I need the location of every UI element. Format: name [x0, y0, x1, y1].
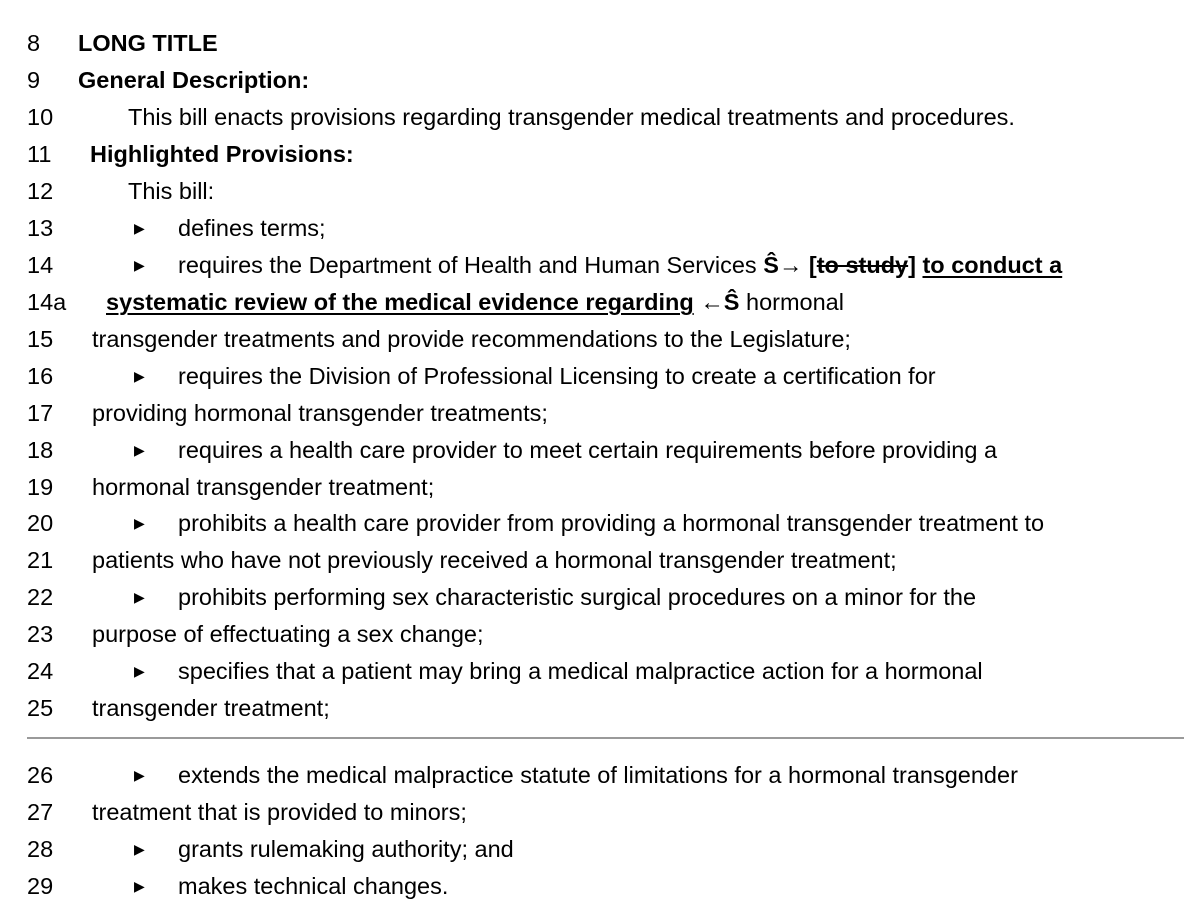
provision-text: providing hormonal transgender treatments;: [92, 400, 548, 426]
provision-text: transgender treatments and provide recommendations to the Legislature;: [92, 326, 851, 352]
line-22: [0, 579, 1184, 616]
provision-text: patients who have not previously received a hormonal transgender treatment;: [92, 547, 897, 573]
bracket-open: [: [808, 252, 817, 278]
provision-text: [106, 284, 844, 321]
line-16: [0, 358, 1184, 395]
bullet-triangle-icon: ▶: [134, 515, 145, 531]
line-23: [0, 616, 1184, 653]
provision-text: prohibits performing sex characteristic surgical procedures on a minor for the: [178, 584, 977, 610]
provision-text: requires the Division of Professional Licensing to create a certification for: [178, 363, 936, 389]
line-12: [0, 173, 1184, 210]
line-number: 22: [27, 584, 54, 610]
provision-text: [178, 247, 1062, 284]
bracket-close: ]: [908, 252, 916, 278]
provision-text-part: requires the Department of Health and Human Services: [178, 252, 764, 278]
provision-text: specifies that a patient may bring a medical malpractice action for a hormonal: [178, 658, 983, 684]
line-number: 21: [27, 547, 54, 573]
provision-text: treatment that is provided to minors;: [92, 799, 467, 825]
line-number: 29: [27, 873, 54, 899]
line-29: [0, 868, 1184, 905]
line-13: [0, 210, 1184, 247]
inserted-text: systematic review of the medical evidence regarding: [106, 289, 694, 315]
line-number: 10: [27, 104, 54, 130]
senate-amendment-close-marker: ←Ŝ: [700, 289, 740, 315]
line-number: 16: [27, 363, 54, 389]
line-19: [0, 469, 1184, 506]
provisions-intro: This bill:: [128, 178, 215, 204]
bullet-triangle-icon: ▶: [134, 257, 145, 273]
line-number: 15: [27, 326, 54, 352]
line-number: 23: [27, 621, 54, 647]
line-9: [0, 62, 1184, 99]
line-number: 12: [27, 178, 54, 204]
bullet-triangle-icon: ▶: [134, 589, 145, 605]
line-number: 24: [27, 658, 54, 684]
line-15: [0, 321, 1184, 358]
provision-text-part: hormonal: [746, 289, 844, 315]
bullet-triangle-icon: ▶: [134, 368, 145, 384]
provision-text: requires a health care provider to meet certain requirements before providing a: [178, 437, 998, 463]
bullet-triangle-icon: ▶: [134, 220, 145, 236]
line-number: 11: [27, 141, 52, 167]
line-26: [0, 757, 1184, 794]
provision-text: transgender treatment;: [92, 695, 330, 721]
struck-text: to study: [816, 252, 909, 278]
line-24: [0, 653, 1184, 690]
line-10: [0, 99, 1184, 136]
provision-text: purpose of effectuating a sex change;: [92, 621, 484, 647]
line-14: [0, 247, 1184, 284]
senate-amendment-open-marker: Ŝ→: [763, 252, 803, 278]
page-divider: [27, 737, 1184, 739]
line-8: [0, 25, 1184, 62]
line-number: 17: [27, 400, 54, 426]
line-11: [0, 136, 1184, 173]
bullet-triangle-icon: ▶: [134, 442, 145, 458]
line-number: 14a: [27, 289, 67, 315]
line-number: 14: [27, 252, 54, 278]
line-21: [0, 542, 1184, 579]
line-number: 13: [27, 215, 54, 241]
provision-text: grants rulemaking authority; and: [178, 836, 514, 862]
line-27: [0, 794, 1184, 831]
line-28: [0, 831, 1184, 868]
line-number: 18: [27, 437, 54, 463]
bullet-triangle-icon: ▶: [134, 663, 145, 679]
general-description-text: This bill enacts provisions regarding transgender medical treatments and procedures.: [128, 104, 1015, 130]
long-title-heading: LONG TITLE: [78, 30, 218, 56]
inserted-text: to conduct a: [922, 252, 1063, 278]
line-25: [0, 690, 1184, 727]
bullet-triangle-icon: ▶: [134, 878, 145, 894]
line-number: 26: [27, 762, 54, 788]
bullet-triangle-icon: ▶: [134, 767, 145, 783]
line-number: 9: [27, 67, 41, 93]
line-number: 20: [27, 510, 54, 536]
provision-text: extends the medical malpractice statute of limitations for a hormonal transgender: [178, 762, 1018, 788]
provision-text: prohibits a health care provider from providing a hormonal transgender treatment to: [178, 510, 1045, 536]
line-20: [0, 505, 1184, 542]
line-number: 8: [27, 30, 41, 56]
bullet-triangle-icon: ▶: [134, 841, 145, 857]
line-number: 19: [27, 474, 54, 500]
line-18: [0, 432, 1184, 469]
line-17: [0, 395, 1184, 432]
provision-text: hormonal transgender treatment;: [92, 474, 435, 500]
general-description-heading: General Description:: [78, 67, 310, 93]
line-14a: [0, 284, 1184, 321]
line-number: 28: [27, 836, 54, 862]
line-number: 27: [27, 799, 54, 825]
provision-text: defines terms;: [178, 215, 326, 241]
line-number: 25: [27, 695, 54, 721]
highlighted-provisions-heading: Highlighted Provisions:: [90, 141, 354, 167]
provision-text: makes technical changes.: [178, 873, 449, 899]
